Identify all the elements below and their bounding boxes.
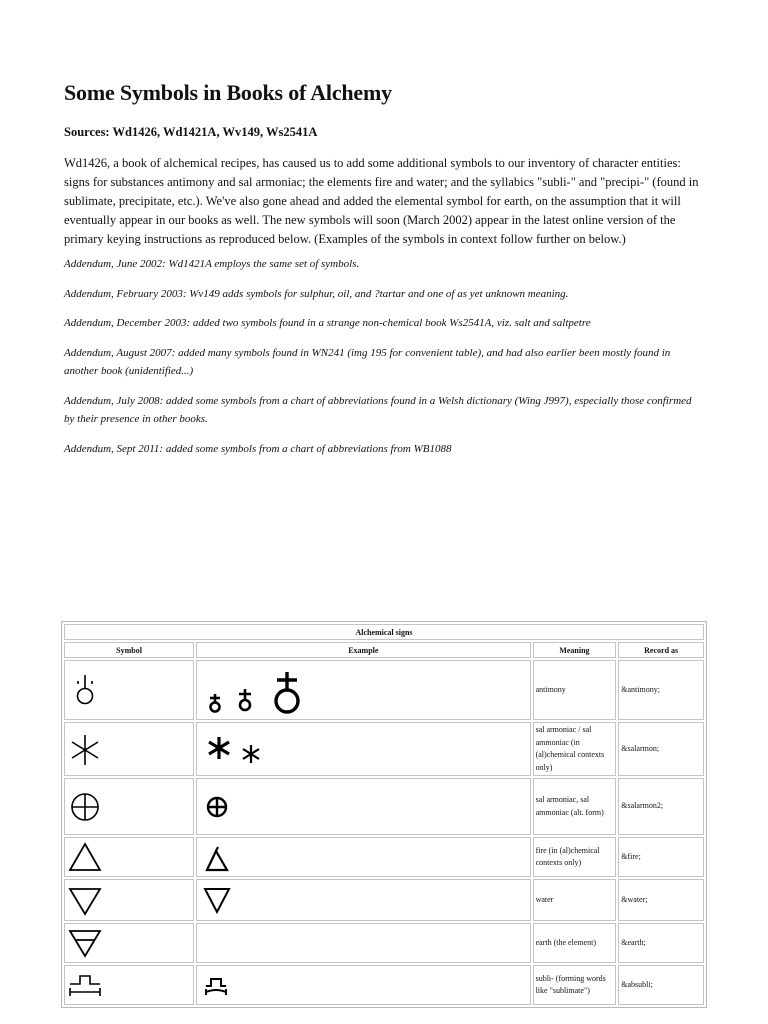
meaning-cell: water: [533, 879, 617, 921]
record-cell: &earth;: [618, 923, 704, 963]
symbol-cell: [64, 879, 194, 921]
header-record: Record as: [618, 642, 704, 658]
symbol-cell: [64, 923, 194, 963]
addendum: Addendum, June 2002: Wd1421A employs the same set of symbols.: [64, 258, 360, 270]
example-cell: [196, 923, 531, 963]
sources-line: Sources: Wd1426, Wd1421A, Wv149, Ws2541A: [64, 125, 318, 139]
addendum: Addendum, July 2008: added some symbols from a chart of abbreviations found in a Welsh dictionary (Wing J997), especially those confirmed by their presence in other books.: [64, 394, 692, 425]
meaning-cell: fire (in (al)chemical contexts only): [533, 837, 617, 877]
addendum: Addendum, December 2003: added two symbols found in a strange non-chemical book Ws2541A, viz. salt and saltpetre: [64, 317, 591, 329]
table-row: [64, 660, 704, 720]
table-caption: Alchemical signs: [64, 624, 704, 640]
addendum: Addendum, August 2007: added many symbols found in WN241 (img 195 for convenient table), and had also earlier been mostly found in another book (unidentified...): [64, 346, 671, 377]
earth-icon: [67, 924, 127, 962]
symbol-cell: [64, 778, 194, 835]
meaning-cell: sal armoniac, sal ammoniac (alt. form): [533, 778, 617, 835]
example-cell: [196, 722, 531, 776]
symbol-cell: [64, 660, 194, 720]
meaning-cell: antimony: [533, 660, 617, 720]
sal-armoniac-alt-example-icon: [199, 779, 259, 834]
addendum: Addendum, Sept 2011: added some symbols from a chart of abbreviations from WB1088: [64, 442, 452, 455]
table-row: [64, 778, 704, 835]
water-example-icon: [199, 880, 259, 920]
water-icon: [67, 880, 127, 920]
sal-armoniac-icon: [67, 723, 127, 775]
subli-example-icon: [199, 966, 259, 1004]
header-symbol: Symbol: [64, 642, 194, 658]
header-meaning: Meaning: [533, 642, 617, 658]
example-cell: [196, 778, 531, 835]
page-title: Some Symbols in Books of Alchemy: [64, 80, 392, 105]
symbol-cell: [64, 837, 194, 877]
meaning-cell: subli- (forming words like "sublimate"): [533, 965, 617, 1005]
record-cell: &absubli;: [618, 965, 704, 1005]
antimony-examples-icon: [199, 661, 339, 719]
record-cell: &fire;: [618, 837, 704, 877]
table-row: [64, 879, 704, 921]
record-cell: &water;: [618, 879, 704, 921]
fire-icon: [67, 838, 127, 876]
record-cell: &salarmon2;: [618, 778, 704, 835]
sal-armoniac-examples-icon: [199, 723, 339, 775]
sal-armoniac-alt-icon: [67, 779, 127, 834]
table-row: [64, 965, 704, 1005]
record-cell: &antimony;: [618, 660, 704, 720]
intro-paragraph: Wd1426, a book of alchemical recipes, has caused us to add some additional symbols to our inventory of character entities: signs for substances antimony and sal armoniac; the elements fire and water; and the syllabics "subli-" and "precipi-" (found in sublimate, precipitate, etc.). We've also gone ahead and added the elemental symbol for earth, on the assumption that it will eventually appear in our books as well. The new symbols will soon (March 2002) appear in the latest online version of the primary keying instructions as reproduced below. (Examples of the symbols in context follow further on below.): [64, 156, 699, 246]
example-cell: [196, 837, 531, 877]
alchemical-signs-table: [61, 621, 707, 1008]
fire-example-icon: [199, 838, 259, 876]
table-row: [64, 837, 704, 877]
meaning-cell: sal armoniac / sal ammoniac (in (al)chemical contexts only): [533, 722, 617, 776]
meaning-cell: earth (the element): [533, 923, 617, 963]
example-cell: [196, 965, 531, 1005]
header-example: Example: [196, 642, 531, 658]
record-cell: &salarmon;: [618, 722, 704, 776]
example-cell: [196, 660, 531, 720]
addenda-list: [64, 255, 704, 469]
table-row: [64, 722, 704, 776]
example-cell: [196, 879, 531, 921]
addendum: Addendum, February 2003: Wv149 adds symbols for sulphur, oil, and ?tartar and one of as yet unknown meaning.: [64, 287, 569, 300]
symbol-cell: [64, 722, 194, 776]
table-header-row: [64, 642, 704, 658]
symbol-cell: [64, 965, 194, 1005]
table-row: [64, 923, 704, 963]
antimony-icon: [67, 661, 127, 719]
subli-icon: [67, 966, 127, 1004]
